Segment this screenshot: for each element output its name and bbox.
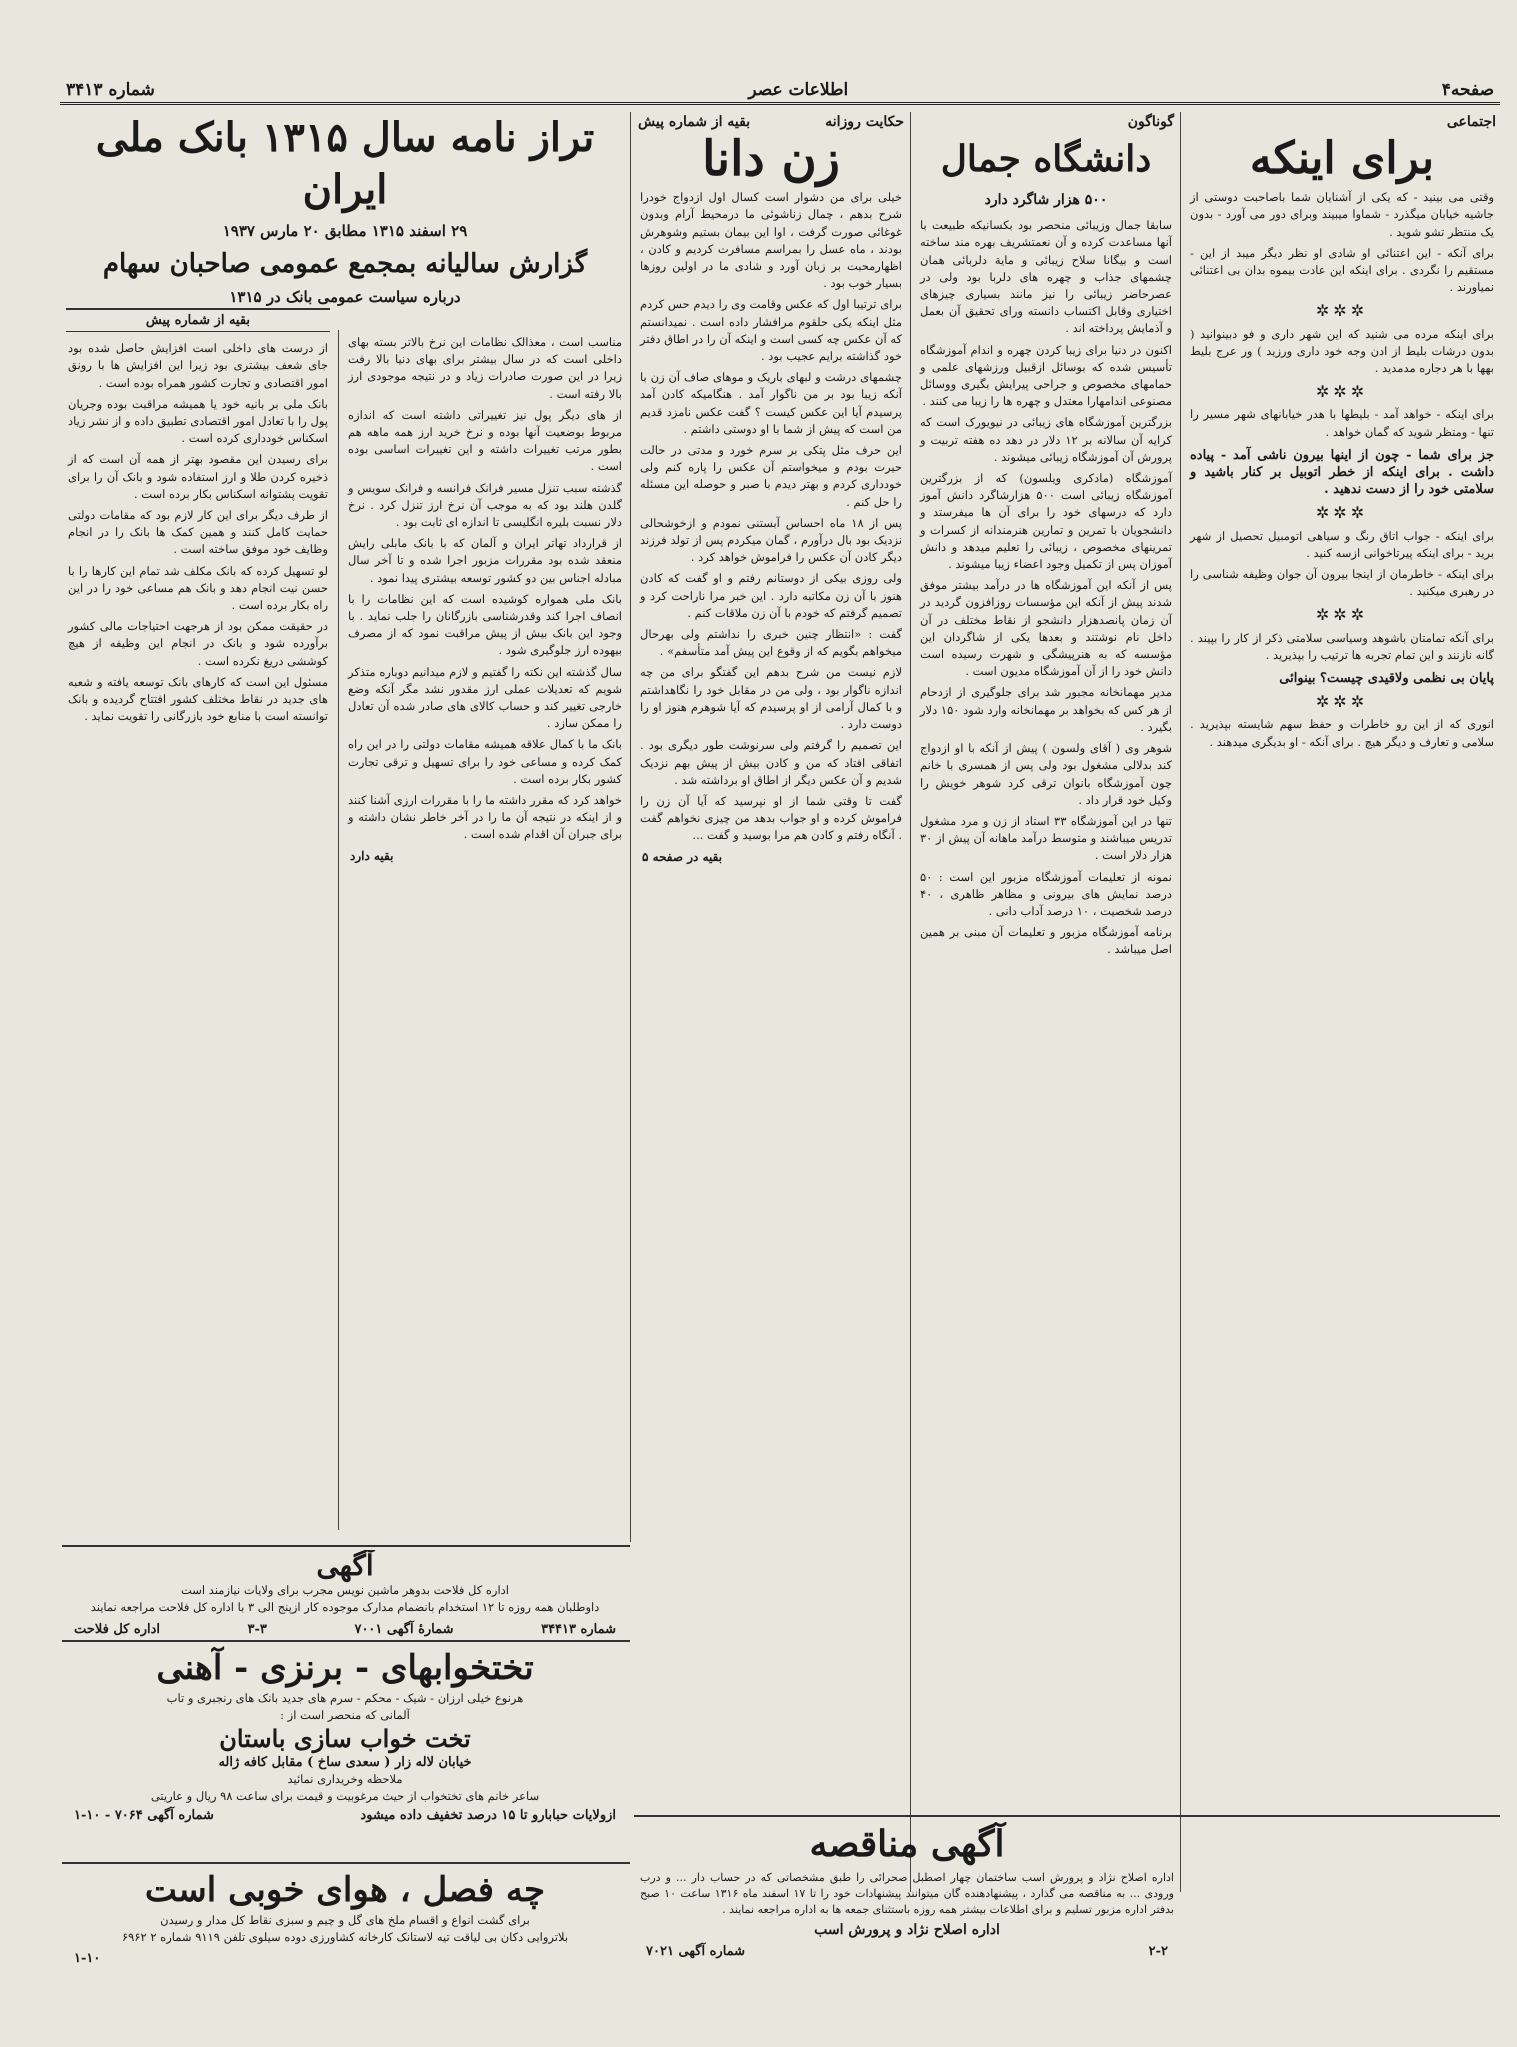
article-paragraph: این حرف مثل پتکی بر سرم خورد و مدتی در حالت حیرت بودم و میخواستم آن عکس را پاره کنم ولی خودداری کردم و بهتر دیدم با صبر و حوصله این مسئله را حل کنم . — [640, 443, 902, 509]
page-number: صفحه۴ — [1441, 80, 1494, 100]
section-separator: ✲✲✲ — [1315, 605, 1369, 625]
ad-title: تختخوابهای - برنزی - آهنی — [156, 1648, 534, 1688]
ad-text: داوطلبان همه روزه تا ۱۲ استخدام بانضمام مدارک موجوده کار ازپنج الی ۳ با اداره کل فلاحت مراجعه نمایند — [90, 1600, 600, 1614]
column-social — [1184, 112, 1500, 1897]
ad-title: آگهی مناقصه — [809, 1823, 1005, 1865]
article-paragraph: برنامه آموزشگاه مزبور و تعلیمات آن مبنی بر همین اصل میباشد . — [920, 925, 1172, 957]
article-paragraph: برای اینکه - خواهد آمد - بلیطها با هدر خیابانهای شهر مسیر را تنها - ومتظر شوید که گمان خواهد . — [1190, 407, 1494, 439]
ad-tender — [634, 1822, 1180, 1972]
ad-season — [62, 1868, 628, 1968]
article-paragraph: پس از آنکه این آموزشگاه ها در درآمد بیشتر موفق شدند پیش از آنکه این مؤسسات روزافزون گردید در آن زمان پانصدهزار دانشجو از نقاط مختلف در آن داخل نام نوشتند و بعدها یکی از شاگردان این مؤسسه که به هنرپیشگی و شهرت رسیده است دانش خود را از آن آموزشگاه مدیون است . — [920, 578, 1172, 679]
section-kicker: حکایت روزانه — [825, 114, 904, 130]
ad-company-name: تخت خواب سازی باستان — [219, 1724, 471, 1753]
article-paragraph: این تصمیم را گرفتم ولی سرنوشت طور دیگری بود . اتفاقی افتاد که من و کادن بیش از پیش بهم نزدیک شدیم و آن عکس دیگر از اطاق او برداشته شد . — [640, 738, 902, 787]
article-paragraph: برای اینکه - خاطرمان از اینجا بیرون آن جوان وظیفه شناسی را در رهبری میکنید . — [1190, 567, 1494, 599]
article-paragraph: گفت : «انتظار چنین خبری را نداشتم ولی بهرحال میخواهم بگویم که از وقوع این پیش آمد متأسفم» . — [640, 627, 902, 659]
article-paragraph: مناسب است ، معذالک نظامات این نرخ بالاتر بسته بهای داخلی است که در سال بیشتر برای بهای دنیا بالا رفت زیرا در این صورت صادرات زیاد و در نتیجه موجودی ارز بالا رفته است . — [348, 335, 622, 401]
article-paragraph: سابقا جمال وزیبائی منحصر بود بکسانیکه طبیعت با آنها مساعدت کرده و آن نعمتشریف بهره مند ساخته است و بیگانا سلاح زیبائی و مایة دلربائی همان چشمهای جذاب و چهره های دلربا بود ولی در عصرحاضر زیبائی را نیز مانند بسیاری چیزهای اختیاری وقابل اکتساب دانسته ورای تحقیق آن بعمل و آذمایش پرداخته اند . — [920, 218, 1172, 336]
article-paragraph: ولی روزی بیکی از دوستانم رفتم و او گفت که کادن هنوز با آن زن مکاتبه دارد . این خبر مرا ناراحت کرد و تصمیم گرفتم که خودم با آن زن ملاقات کنم . — [640, 571, 902, 620]
article-paragraph: مسئول این است که کارهای بانک توسعه یافته و شعبه های جدید در نقاط مختلف کشور افتتاح گردیده و بانک توانسته است با منابع خود بازرگانی را تقویت نماید . — [68, 674, 328, 724]
continued-note: بقیه از شماره پیش — [638, 114, 751, 130]
article-paragraph: لازم نیست من شرح بدهم این گفتگو برای من چه اندازه ناگوار بود ، ولی من در مقابل خود را نگاهداشتم و با کمال آرامی از او پرسیدم که آیا شوهرم هنوز او را دوست دارد . — [640, 665, 902, 732]
article-paragraph: برای اینکه مرده می شنید که این شهر داری و فو دبینوانید ( بدون درشات بلیط از ادن وجه خود داری ورزید ) ور عرج بلیط بهها با هر دجاره مدمدید . — [1190, 326, 1494, 376]
ad-signature: اداره اصلاح نژاد و پرورش اسب — [814, 1922, 1000, 1938]
article-paragraph: جز برای شما - چون از اینها بیرون ناشی آمد - پیاده داشت . برای اینکه از خطر اتوبیل بر کنار باشید و سلامتی خود را از دست ندهید . — [1190, 447, 1494, 498]
article-paragraph: شوهر وی ( آقای ولسون ) پیش از آنکه با او ازدواج کند بدلالی مشغول بود ولی پس از همسری با خانم چون آموزشگاه بانوان ترقی کرد شوهر خویش را وکیل خود قرار داد . — [920, 741, 1172, 807]
ad-text: اداره اصلاح نژاد و پرورش اسب ساختمان چهار اصطبل صحرائی را طبق مشخصاتی که در حساب دار ... و درب ورودی ... به مناقصه می گذارد ، پیشنهادهنده گان میتوانند پیشنهادات خود را تا ۱۷ اسفند ماه ۱۳۱۶ ساعت ۱۰ صبح بدفتر اداره مزبور تسلیم و برای اطلاعات بیشتر همه روزه باستثنای جمعه ها به اداره مراجعه نمایند . — [640, 1871, 1174, 1916]
column-rule — [1180, 112, 1181, 1892]
ad-text: ملاحظه وخریداری نمائید — [287, 1772, 403, 1786]
article-paragraph: چشمهای درشت و لبهای باریک و موهای صاف آن زن با آنکه زیبا بود بر من ناگوار آمد . هنگامیکه کادن آمد پرسیدم آیا این عکس کیست ؟ گفت عکس نامزد قدیم من است که پیش از شما با او دوستی داشتم . — [640, 370, 902, 436]
ad-number: شماره آگهی ۷۰۶۴ - ۱۰-۱ — [74, 1808, 214, 1823]
article-paragraph: اکنون در دنیا برای زیبا کردن چهره و اندام آموزشگاه تأسیس شده که بوسائل ازقبیل ورزشهای علمی و حمامهای مخصوص و جراحی پیرایش بگیری ووسائل مصنوعی اندامهارا معتدل و چهره ها را زیبا می کنند . — [920, 342, 1172, 409]
article-paragraph: گذشته سبب تنزل مسیر فرانک فرانسه و فرانک سویس و گلدن هلند بود که به موجب آن نرخ ارز تنزل کرد . نرخ دلار نسبت بلیره انگلیسی تا اندازه ای ثابت بود . — [348, 480, 622, 530]
ad-title: آگهی — [316, 1550, 374, 1582]
ad-beds — [62, 1646, 628, 1846]
section-kicker: اجتماعی — [1446, 114, 1496, 130]
article-paragraph: خواهد کرد که مقرر داشته ما را با مقررات ارزی آشنا کنند و از اینکه در نتیجه آن ما را در آخر خاطر نشان داشته و برای جبران آن اقدام شده است . — [348, 793, 622, 842]
article-title: تراز نامه سال ۱۳۱۵ بانک ملی ایران — [95, 114, 595, 213]
ad-text: اداره کل فلاحت بدوهر ماشین نویس مجرب برای ولایات نیازمند است — [181, 1583, 509, 1597]
article-title: دانشگاه جمال — [940, 138, 1152, 181]
article-paragraph: آموزشگاه (مادکری ویلسون) که از بزرگترین آموزشگاه زیبائی است ۵۰۰ هزارشاگرد دانش آموز دارد که درسهای خود را برای آن ها میفرستد و دانشجویان با تمرین و تمارین هنرمندانه از کسرات و تمرینهای مخصوص ، زیبائی را تعلیم میدهد و دانش آموزان پس از تکمیل وجود اعضاء زیبا میشوند . — [920, 471, 1173, 572]
article-paragraph: بانک ما با کمال علاقه همیشه مقامات دولتی را در این راه کمک کرده و مساعی خود را برای تسهیل و ترقی تجارت کشور بکار برده است . — [348, 737, 622, 786]
ad-border — [62, 1545, 630, 1547]
article-paragraph: از طرف دیگر برای این کار لازم بود که مقامات دولتی حمایت کامل کنند و همین کمک ها بانک را در انجام وظایف خود موفق ساخته است . — [68, 508, 328, 557]
article-paragraph: سال گذشته این نکته را گفتیم و لازم میدانیم دوباره متذکر شویم که تعدیلات عملی ارز مقدور نشد مگر آنکه وضع خارجی تغییر کند و حساب کالای های صادر شده آن تعادل را ممکن سازد . — [348, 664, 622, 731]
ad-border — [634, 1815, 1500, 1817]
story-kickers — [634, 112, 908, 133]
ad-text: برای گشت انواع و اقسام ملخ های گل و چیم و سبزی نقاط کل مدار و رسیدن — [160, 1913, 530, 1927]
continued-header: بقیه از شماره پیش — [66, 308, 330, 332]
article-paragraph: در حقیقت ممکن بود از هرجهت احتیاجات مالی کشور برآورده شود و بانک در انجام این وظیفه از هیچ کوششی دریغ نکرده است . — [68, 619, 328, 668]
column-rule — [630, 112, 631, 1542]
ad-title: چه فصل ، هوای خوبی است — [144, 1870, 546, 1910]
column-rule — [338, 330, 339, 1530]
ad-text: هرنوع خیلی ارزان - شیک - محکم - سرم های جدید بانک های رنجبری و تاب — [166, 1691, 524, 1705]
ad-run: ۲-۲ — [1148, 1944, 1168, 1959]
article-paragraph: مدیر مهمانخانه مجبور شد برای جلوگیری از ازدحام از هر کس که بخواهد بر مهمانخانه وارد شود ۱۵۰ دلار بگیرد . — [920, 685, 1172, 734]
ad-note: ازولایات حبابارو تا ۱۵ درصد تخفیف داده میشود — [360, 1808, 616, 1823]
article-title: برای اینکه — [1249, 133, 1435, 185]
ad-border — [62, 1862, 630, 1864]
article-paragraph: گفت تا وقتی شما از او نپرسید که آیا آن زن را فراموش کرده و او جواب بدهد من چیزی نخواهم گفت . آنگاه رفتم و کادن هم مرا بوسید و گفت ... — [640, 793, 902, 843]
column-rule — [910, 112, 911, 1892]
bank-report-column-right — [342, 330, 628, 1535]
article-subhead: پایان بی نظمی ولاقیدی چیست؟ بینوائی — [1279, 671, 1494, 687]
newspaper-name: اطلاعات عصر — [748, 80, 849, 100]
section-separator: ✲✲✲ — [1315, 503, 1369, 523]
continued-on-page: بقیه در صفحه ۵ — [642, 849, 723, 864]
ad-border — [62, 1640, 630, 1642]
ad-address: خیابان لاله زار ( سعدی ساخ ) مقابل کافه ژاله — [218, 1755, 472, 1770]
section-separator: ✲✲✲ — [1315, 692, 1369, 712]
section-separator: ✲✲✲ — [1315, 301, 1369, 321]
article-dateline: ۲۹ اسفند ۱۳۱۵ مطابق ۲۰ مارس ۱۹۳۷ — [222, 222, 468, 240]
article-paragraph: بانک ملی همواره کوشیده است که این نظامات را با انصاف اجرا کند وقدرشناسی بازرگانان را جلب نماید . با وجود این بانک بیش از پیش مراقبت نمود که از مصرف بیهوده ارز جلوگیری شود . — [348, 591, 622, 658]
ad-number: شماره ۳۴۴۱۳ — [541, 1622, 616, 1637]
ad-footer — [74, 1807, 616, 1824]
section-kicker: گوناگون — [1127, 114, 1174, 130]
article-title: زن دانا — [702, 131, 840, 188]
ad-footer — [646, 1943, 1168, 1960]
masthead — [60, 78, 1500, 105]
ad-signature: اداره کل فلاحت — [74, 1622, 160, 1637]
article-paragraph: تنها در این آموزشگاه ۳۳ استاد از زن و مرد مشغول تدریس میباشند و متوسط درآمد ماهانه آن پیش از ۳۰ هزار دلار است . — [920, 813, 1172, 863]
article-subsubtitle: درباره سیاست عمومی بانک در ۱۳۱۵ — [229, 288, 461, 306]
ad-text: آلمانی که منحصر است از : — [280, 1708, 410, 1722]
article-paragraph: پس از ۱۸ ماه احساس آبستنی نمودم و ازخوشحالی نزدیک بود بال درآورم ، گمان میکردم پس از تولد فرزند دیگر کادن آن عکس را فراموش خواهد کرد . — [640, 515, 903, 565]
ad-number: شماره آگهی ۷۰۲۱ — [646, 1944, 746, 1959]
article-paragraph: انوری که از این رو خاطرات و حفظ سهم شایسته بپذیرید . سلامی و تعارف و دیگر هیچ . برای آنکه - او بدیگری میدهند . — [1190, 717, 1494, 749]
column-miscellaneous — [914, 112, 1178, 1512]
article-paragraph: بانک ملی بر بانیه خود یا همیشه مراقبت بوده وجریان پول را با تعادل امور اقتصادی تطبیق داده و از نشر زیاد اسکناس خودداری کرده است . — [68, 396, 328, 446]
article-paragraph: برای ترتیبا اول که عکس وقامت وی را دیدم حس کردم مثل اینکه یکی حلقوم مرافشار داده است . نمیدانستم که آن عکس چه کسی است و اینکه آن را در اطاق دفتر خود گذاشته برایم عجیب بود . — [640, 297, 902, 364]
ad-footer — [74, 1950, 616, 1967]
bank-report-header — [62, 112, 628, 330]
article-body: برای آنکه - این اعتنائی او شادی او نظر دیگر میبد از این - مستقیم را نگردی . برای اینکه این عادت بیموه بدان بی اعتنائی نمیاورند . — [1190, 245, 1494, 295]
ad-footer — [74, 1622, 616, 1637]
ad-number: ۱-۱۰ — [74, 1951, 101, 1966]
article-paragraph: برای آنکه تمامتان باشوهد وسیاسی سلامتی ذکر از کار را بپیند . گانه نازنند و این تمام تجربه ها ترتیب را بپذیرید . — [1190, 630, 1494, 662]
article-subtitle: ۵۰۰ هزار شاگرد دارد — [984, 192, 1108, 209]
bank-report-column-left — [62, 300, 334, 1535]
ad-text: بلاتروایی دکان بی لیاقت تیه لاستانک کارخانه کشاورزی دوده سیلوی تلفن ۹۱۱۹ شماره ۲ ۶۹۶۲ — [121, 1930, 569, 1944]
section-separator: ✲✲✲ — [1315, 382, 1369, 402]
article-paragraph: نمونه از تعلیمات آموزشگاه مزبور این است : ۵۰ درصد نمایش های بیرونی و مظاهر ظاهری ، ۴۰ درصد شخصیت ، ۱۰ درصد آداب دانی . — [920, 869, 1172, 918]
to-be-continued: بقیه دارد — [350, 848, 394, 863]
article-paragraph: برای اینکه - جواب اتاق رنگ و سیاهی اتومبیل تحصیل از شهر برید - برای اینکه پیرتاخوانی ازسه کنید . — [1190, 528, 1494, 560]
article-paragraph: بزرگترین آموزشگاه های زیبائی در نیویورک است که کرایه آن سالانه بر ۱۲ دلار در دهد ده هفته تربیت و پرورش آن آموزشگاه زیبائی میشوند . — [920, 415, 1172, 464]
article-paragraph: از های دیگر پول نیز تغییراتی داشته است که اندازه مربوط بوضعیت آنها بوده و نرخ خرید ارز همه ماهه هم بطور مرتب تغییرات داشته و این تغییرات اساسی بوده است . — [348, 407, 622, 474]
ad-text: ساعر خانم های تختخواب از حیث مرغوبیت و قیمت برای ساعت ۹۸ ریال و عاریتی — [150, 1789, 540, 1803]
article-paragraph: از قرارداد تهاتر ایران و آلمان که با بانک مابلی رایش منعقد شده بود مقررات مزبور اجرا شده و تا آخر سال مبادله اجناس بین دو کشور توسعه بیشتری پیدا نمود . — [348, 536, 622, 585]
ad-run: ۳-۳ — [247, 1622, 267, 1637]
article-subtitle: گزارش سالیانه بمجمع عمومی صاحبان سهام — [102, 249, 588, 279]
article-paragraph: خیلی برای من دشوار است کسال اول ازدواج خودرا شرح بدهم ، چمال زناشوئی ما درمحیط آرام وبدون غوغائی صورت گرفت ، اوا این بیمان بستیم وشوهرش بودند ، ماه عسل را بمراسم مسافرت کردیم و کادن ، اظهارمحبت بر زبان آورد و شادی ما در اولین روزها بسیار خوب بود . — [640, 190, 902, 291]
ad-code: شمارهٔ آگهی ۷۰۰۱ — [354, 1622, 454, 1637]
article-paragraph: از درست های داخلی است افزایش حاصل شده بود جای شعف بیشتری بود زیرا این افزایش ها با رونق امور اقتصادی و تجارت کشور همراه بوده است . — [68, 341, 328, 390]
column-daily-story — [634, 112, 908, 1897]
ad-agriculture — [62, 1550, 628, 1615]
issue-number: شماره ۳۴۱۳ — [66, 80, 155, 100]
article-lead: وقتی می بینید - که یکی از آشنایان شما باصاحبت دوستی از جاشیه خیابان میگذرد - شماوا میبیند وبرای دور می آورد - بدون یک منتظر تشو شوید . — [1190, 190, 1494, 239]
article-paragraph: برای رسیدن این مقصود بهتر از همه آن است که از ذخیره کردن طلا و ارز استفاده شود و بانک آن را برای تقویت پشتوانه اسکناس بکار برده است . — [68, 452, 328, 501]
article-paragraph: لو تسهیل کرده که بانک مکلف شد تمام این کارها را با حسن نیت انجام دهد و بانک هم مساعی خود را در این راه بکار برده است . — [68, 563, 328, 613]
